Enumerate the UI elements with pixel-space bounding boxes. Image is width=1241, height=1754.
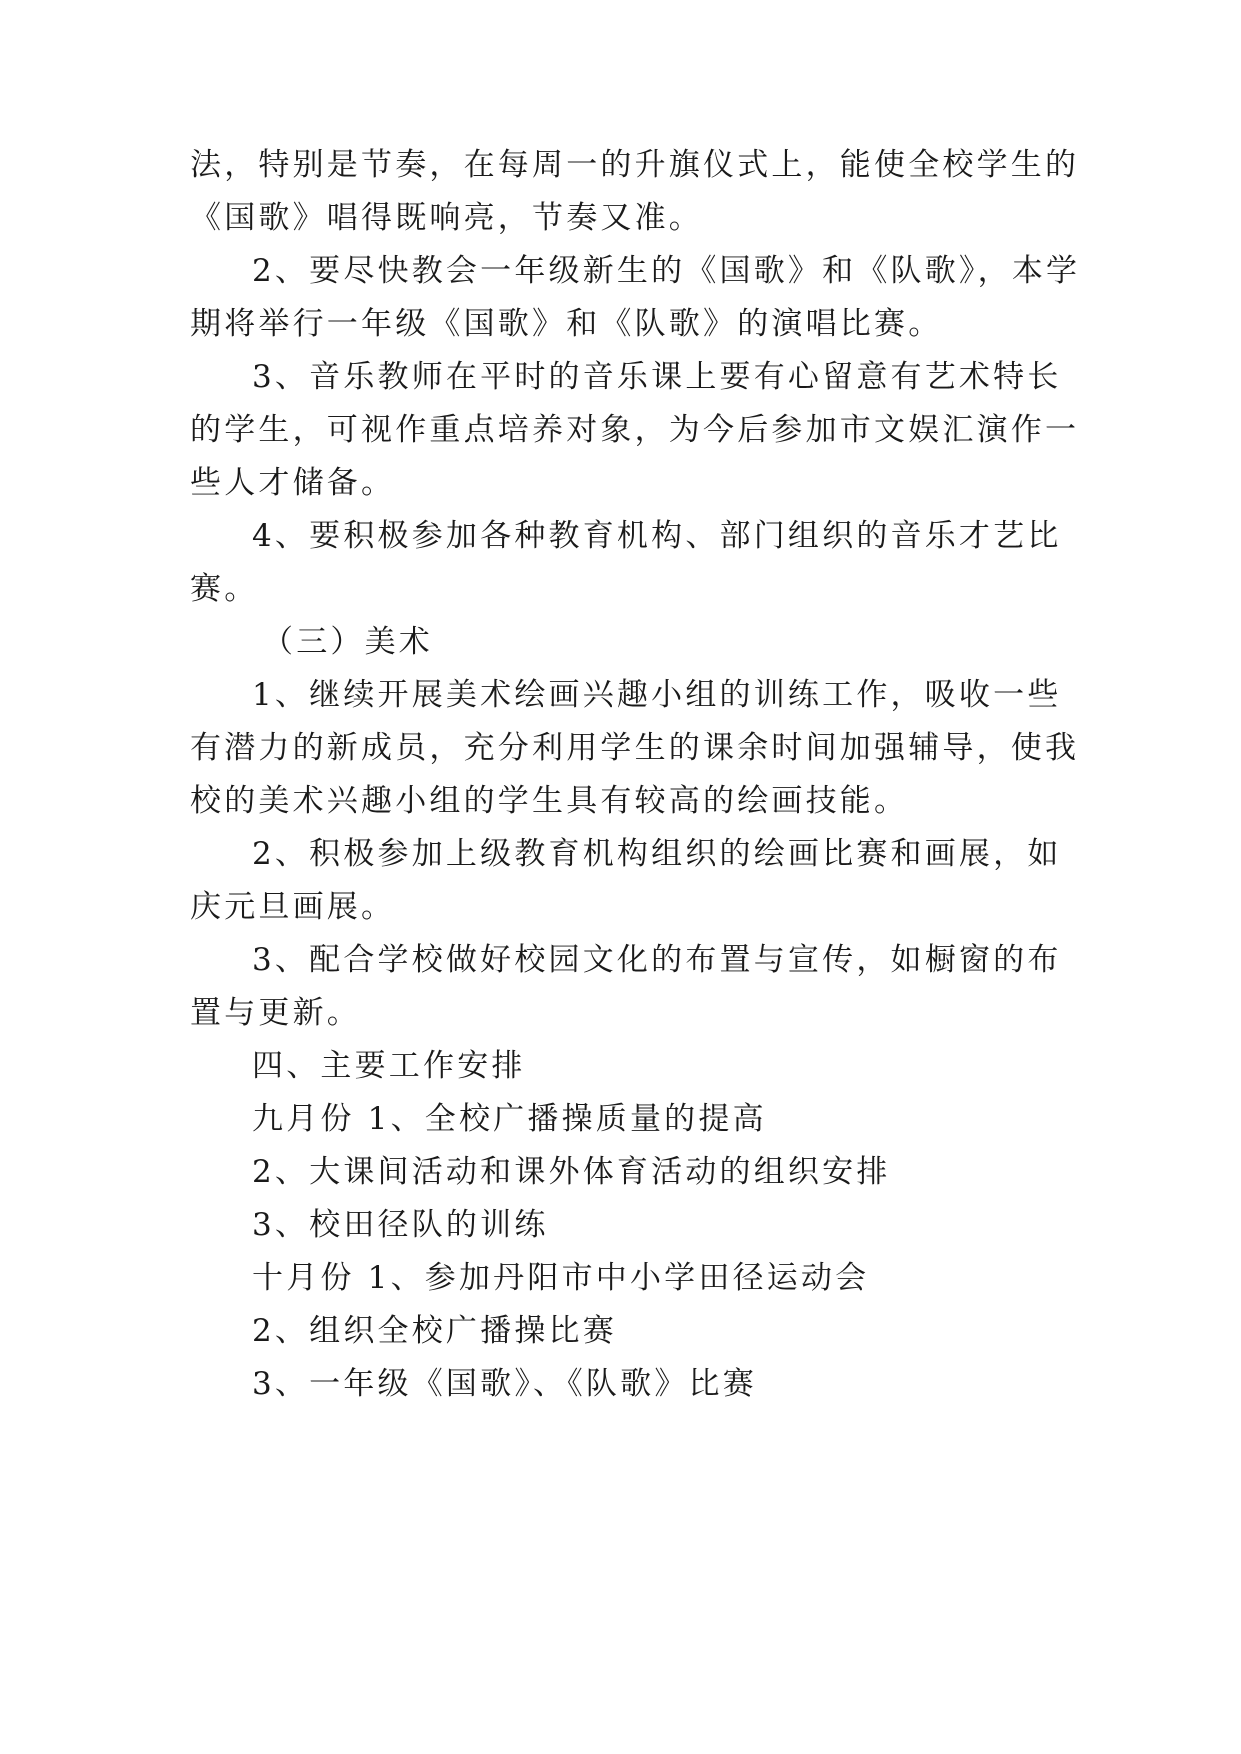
paragraph-line: 2、积极参加上级教育机构组织的绘画比赛和画展，如 xyxy=(252,836,1062,872)
paragraph-line: 《国歌》唱得既响亮，节奏又准。 xyxy=(190,200,703,236)
schedule-line: 2、组织全校广播操比赛 xyxy=(252,1313,617,1349)
paragraph-line: 有潜力的新成员，充分利用学生的课余时间加强辅导，使我 xyxy=(190,730,1080,766)
paragraph-line: 些人才储备。 xyxy=(190,465,396,501)
schedule-line: 十月份 1、参加丹阳市中小学田径运动会 xyxy=(252,1260,870,1296)
paragraph-line: 置与更新。 xyxy=(190,995,361,1031)
paragraph-line: 校的美术兴趣小组的学生具有较高的绘画技能。 xyxy=(190,783,909,819)
schedule-line: 3、校田径队的训练 xyxy=(252,1207,549,1243)
paragraph-line: 赛。 xyxy=(190,571,259,607)
paragraph-line: 的学生，可视作重点培养对象，为今后参加市文娱汇演作一 xyxy=(190,412,1080,448)
paragraph-line: 2、要尽快教会一年级新生的《国歌》和《队歌》，本学 xyxy=(252,253,1081,289)
paragraph-line: 1、继续开展美术绘画兴趣小组的训练工作，吸收一些 xyxy=(252,677,1062,713)
schedule-line: 2、大课间活动和课外体育活动的组织安排 xyxy=(252,1154,891,1190)
schedule-line: 九月份 1、全校广播操质量的提高 xyxy=(252,1101,767,1137)
paragraph-line: 4、要积极参加各种教育机构、部门组织的音乐才艺比 xyxy=(252,518,1062,554)
paragraph-line: 法，特别是节奏，在每周一的升旗仪式上，能使全校学生的 xyxy=(190,147,1080,183)
paragraph-line: 3、音乐教师在平时的音乐课上要有心留意有艺术特长 xyxy=(252,359,1062,395)
paragraph-line: 3、配合学校做好校园文化的布置与宣传，如橱窗的布 xyxy=(252,942,1062,978)
section-heading: 四、主要工作安排 xyxy=(252,1048,526,1084)
schedule-line: 3、一年级《国歌》、《队歌》比赛 xyxy=(252,1366,757,1402)
paragraph-line: 期将举行一年级《国歌》和《队歌》的演唱比赛。 xyxy=(190,306,943,342)
paragraph-line: 庆元旦画展。 xyxy=(190,889,396,925)
section-heading: （三）美术 xyxy=(262,624,433,660)
